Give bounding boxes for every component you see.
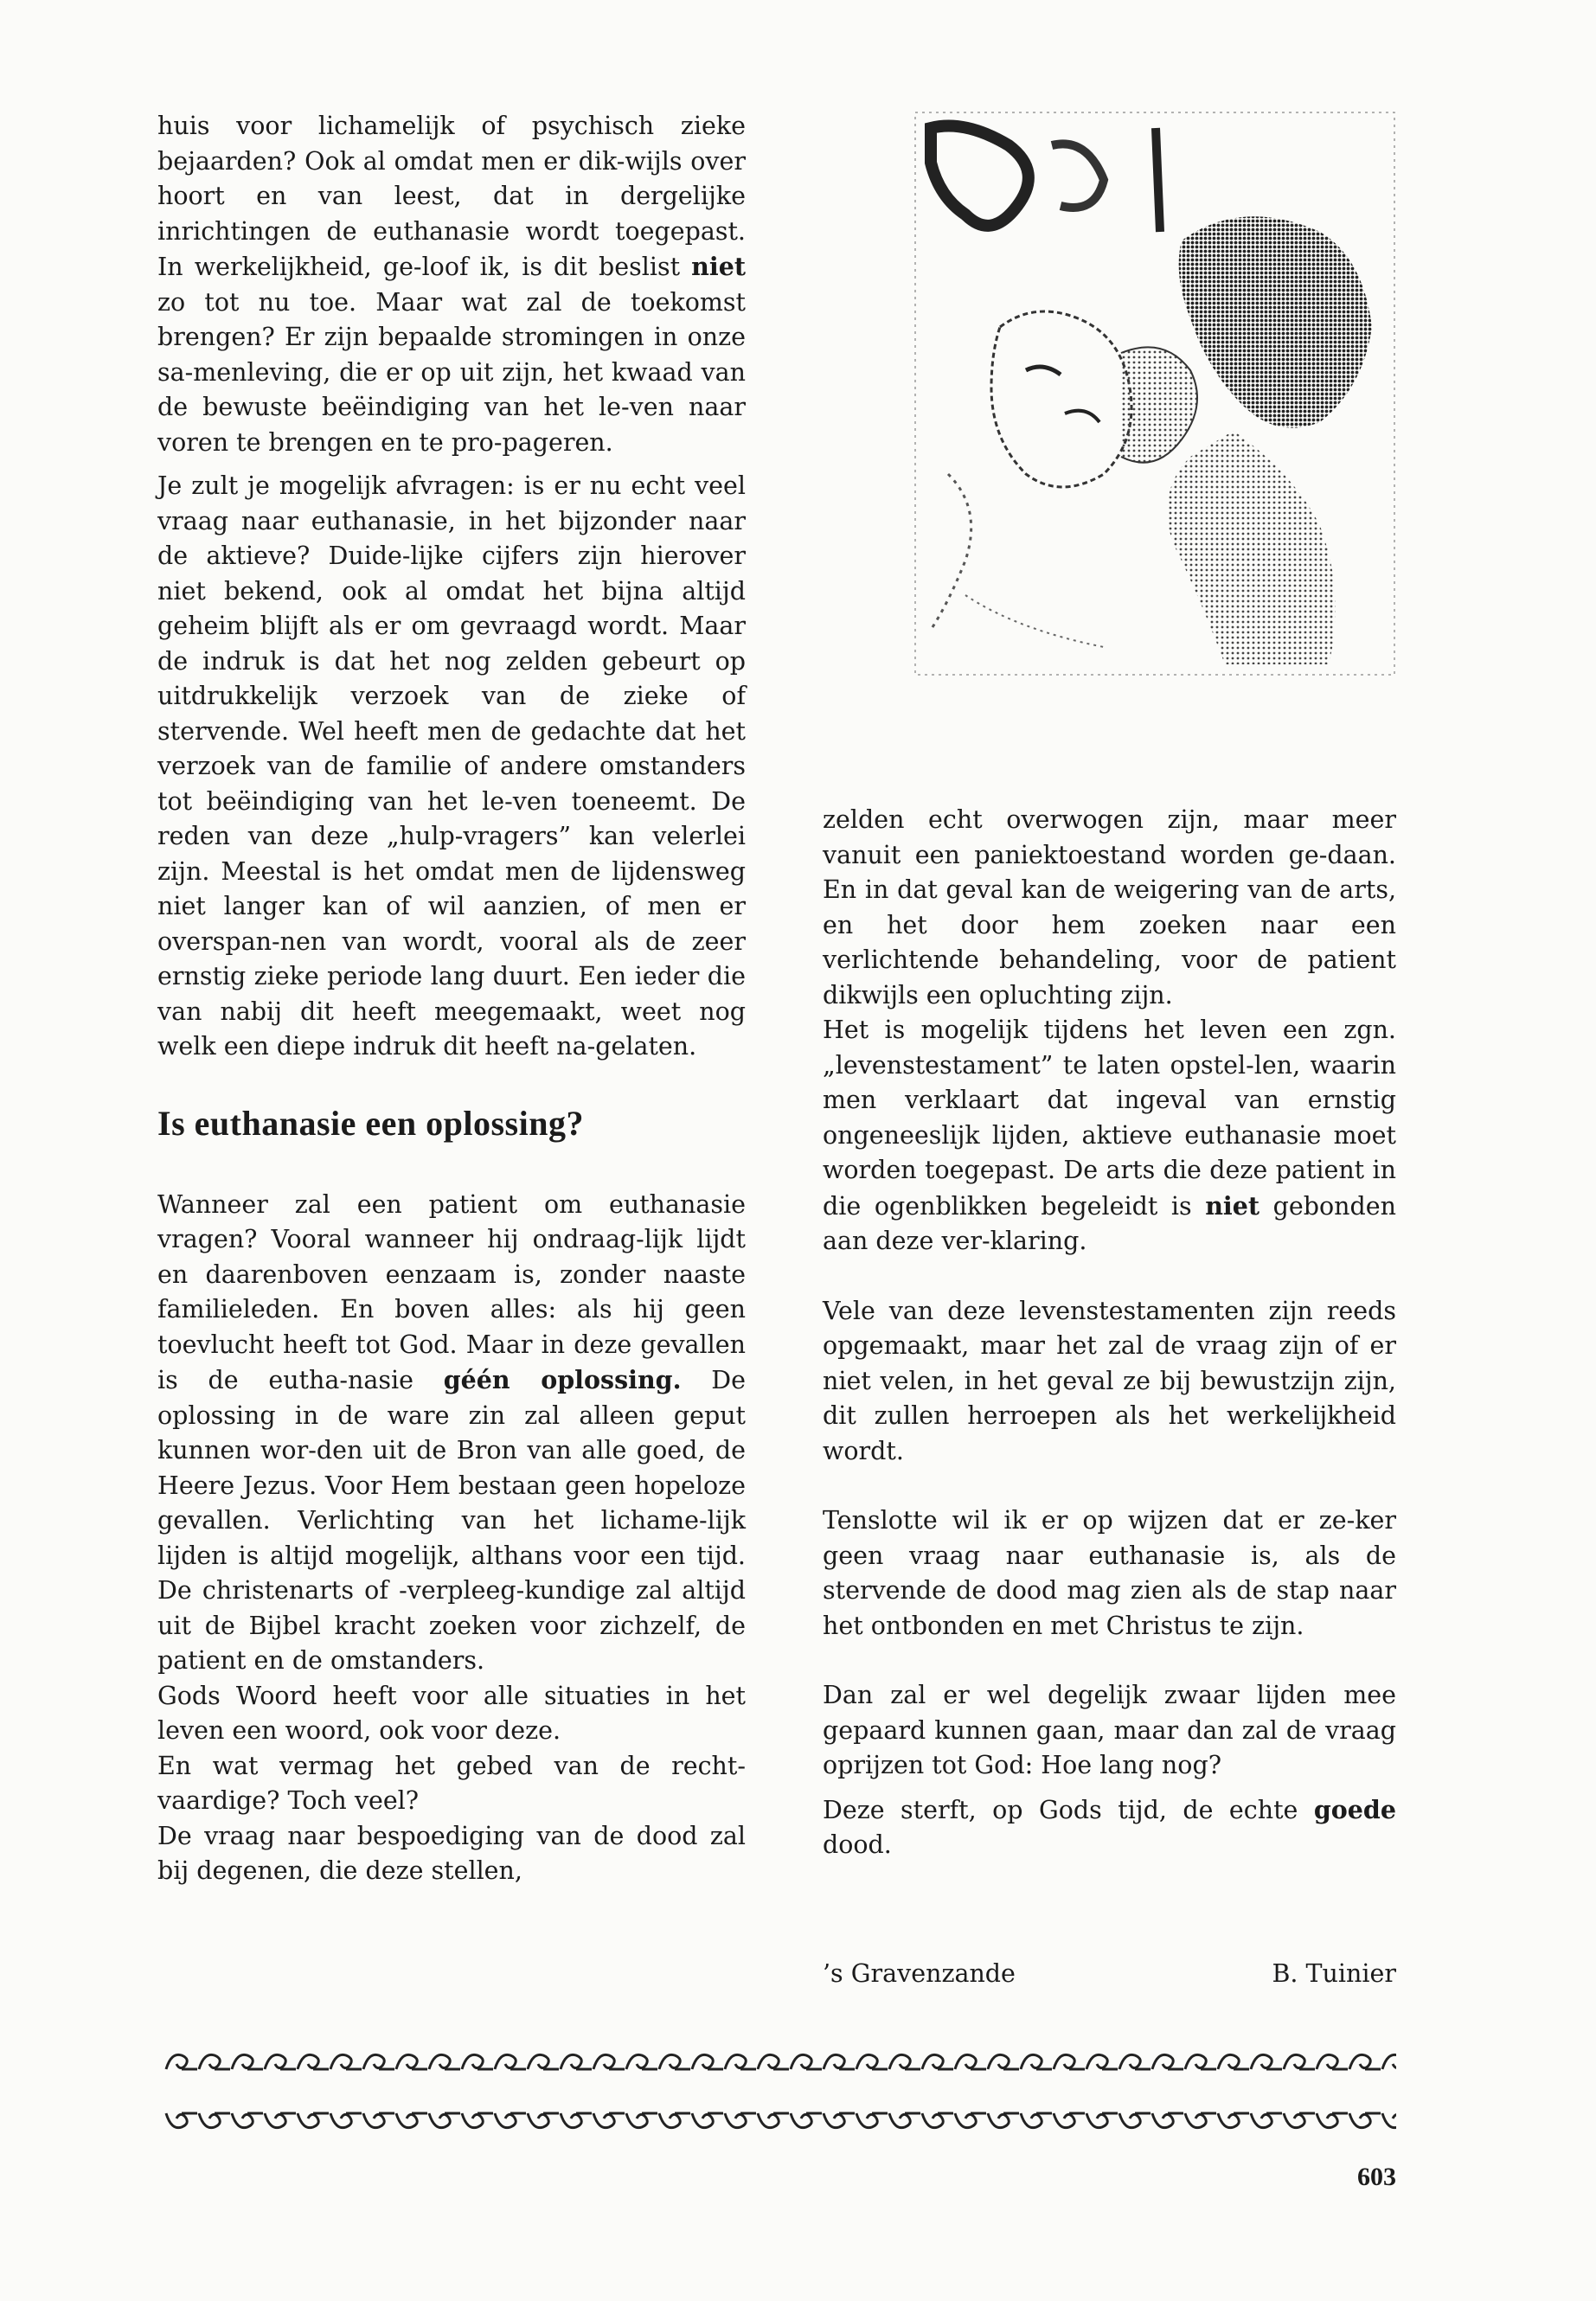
emphasis-niet-2: niet: [1205, 1190, 1260, 1221]
left-paragraph-6: De vraag naar bespoediging van de dood zal bij degenen, die deze stellen,: [157, 1821, 746, 1885]
left-paragraph-4: Gods Woord heeft voor alle situaties in het leven een woord, ook voor deze.: [157, 1681, 746, 1745]
ornament-border-top: [164, 2047, 1396, 2078]
emphasis-niet: niet: [691, 252, 746, 281]
right-paragraph-5: Dan zal er wel degelijk zwaar lijden mee gepaard kunnen gaan, maar dan zal de vraag oprijzen tot God: Hoe lang nog?: [823, 1681, 1396, 1779]
right-paragraph-1: zelden echt overwogen zijn, maar meer vanuit een paniektoestand worden ge-daan. En in dat geval kan de weigering van de arts, en het door hem zoeken naar een verlichtende behandeling, voor de patient dikwijls een opluchting zijn.: [823, 805, 1396, 1009]
emphasis-goede: goede: [1313, 1794, 1396, 1824]
ornament-border-bottom: [164, 2105, 1396, 2136]
wave-ornament-icon: [164, 2105, 1396, 2136]
right-paragraph-6: Deze sterft, op Gods tijd, de echte goede dood.: [823, 1794, 1396, 1859]
left-paragraph-1: huis voor lichamelijk of psychisch zieke bejaarden? Ook al omdat men er dik-wijls over hoort en van leest, dat in dergelijke inrichtingen de euthanasie wordt toegepast. In werkelijkheid, ge-loof ik, is dit beslist niet zo tot nu toe. Maar wat zal de toekomst brengen? Er zijn bepaalde stromingen in onze sa-menleving, die er op uit zijn, het kwaad van de bewuste beëindiging van het le-ven naar voren te brengen en te pro-pageren.: [157, 112, 746, 457]
right-paragraph-4: Tenslotte wil ik er op wijzen dat er ze-ker geen vraag naar euthanasie is, als de stervende de dood mag zien als de stap naar het ontbonden en met Christus te zijn.: [823, 1506, 1396, 1640]
right-column: [823, 803, 1396, 1863]
left-paragraph-2: Je zult je mogelijk afvragen: is er nu echt veel vraag naar euthanasie, in het bijzonder naar de aktieve? Duide-lijke cijfers zijn hierover niet bekend, ook al omdat het bijna altijd geheim blijft als er om gevraagd wordt. Maar de indruk is dat het nog zelden gebeurt op uitdrukkelijk verzoek van de zieke of stervende. Wel heeft men de gedachte dat het verzoek van de familie of andere omstanders tot beëindiging van het le-ven toeneemt. De reden van deze „hulp-vragers” kan velerlei zijn. Meestal is het omdat men de lijdensweg niet langer kan of wil aanzien, of men er overspan-nen van wordt, vooral als de zeer ernstig zieke periode lang duurt. Een ieder die van nabij dit heeft meegemaakt, weet nog welk een diepe indruk dit heeft na-gelaten.: [157, 471, 746, 1061]
right-paragraph-2: Het is mogelijk tijdens het leven een zgn. „levenstestament” te laten opstel-len, waarin men verklaart dat ingeval van ernstig ongeneeslijk lijden, aktieve euthanasie moet worden toegepast. De arts die deze patient in die ogenblikken begeleidt is niet gebonden aan deze ver-klaring.: [823, 1016, 1396, 1255]
signature: [823, 1957, 1396, 1991]
page-number: 603: [1357, 2163, 1396, 2191]
left-column: [157, 109, 746, 1889]
elderly-person-embrace-illustration-icon: [913, 111, 1396, 676]
illustration-image: [913, 111, 1396, 676]
wave-ornament-icon: [164, 2047, 1396, 2078]
section-heading: Is euthanasie een oplossing?: [157, 1103, 584, 1143]
left-paragraph-5: En wat vermag het gebed van de recht-vaardige? Toch veel?: [157, 1751, 746, 1815]
signature-place: ’s Gravenzande: [823, 1959, 1016, 1988]
right-paragraph-3: Vele van deze levenstestamenten zijn reeds opgemaakt, maar het zal de vraag zijn of er niet velen, in het geval ze bij bewustzijn zijn, dit zullen herroepen als het werkelijkheid wordt.: [823, 1296, 1396, 1465]
left-paragraph-3: Wanneer zal een patient om euthanasie vragen? Vooral wanneer hij ondraag-lijk lijdt en daarenboven eenzaam is, zonder naaste familieleden. En boven alles: als hij geen toevlucht heeft tot God. Maar in deze gevallen is de eutha-nasie géén oplossing. De oplossing in de ware zin zal alleen geput kunnen wor-den uit de Bron van alle goed, de Heere Jezus. Voor Hem bestaan geen hopeloze gevallen. Verlichting van het lichame-lijk lijden is altijd mogelijk, althans voor een tijd. De christenarts of -verpleeg-kundige zal altijd uit de Bijbel kracht zoeken voor zichzelf, de patient en de omstanders.: [157, 1189, 746, 1675]
emphasis-geen-oplossing: géén oplossing.: [443, 1365, 682, 1394]
signature-author: B. Tuinier: [1272, 1959, 1396, 1988]
